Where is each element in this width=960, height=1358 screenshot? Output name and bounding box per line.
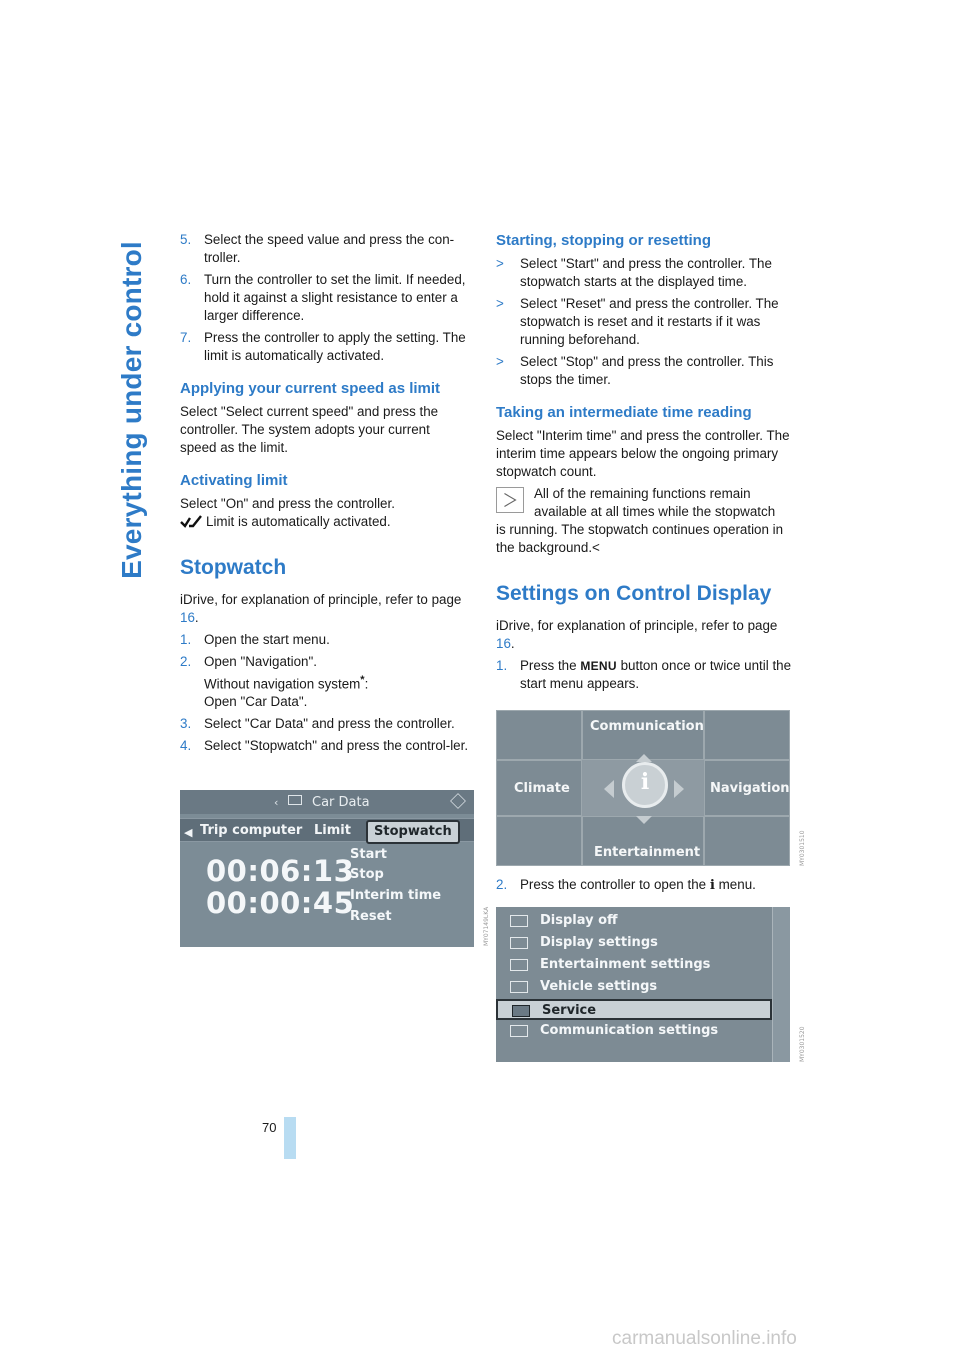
settings-step-2: 2. Press the controller to open the i menu. xyxy=(496,877,756,893)
note-arrow-icon xyxy=(496,487,524,513)
option-star-icon: * xyxy=(360,674,365,686)
menu-item-label: Service xyxy=(542,1003,597,1018)
start-menu-communication: Communication xyxy=(590,719,704,734)
start-menu-climate: Climate xyxy=(514,781,570,796)
paragraph-activating-limit: Select "On" and press the controller. Limit is automatically activated. xyxy=(180,496,395,529)
tab-stopwatch: Stopwatch xyxy=(366,820,460,844)
menu-item-label: Entertainment settings xyxy=(540,957,711,972)
info-circle-icon: i xyxy=(622,762,668,808)
four-way-arrow-icon xyxy=(450,793,466,809)
back-arrow-icon: ◀ xyxy=(184,826,193,839)
stopwatch-step-0 xyxy=(180,631,470,649)
bullet-marker: > xyxy=(496,256,504,271)
info-menu-item xyxy=(496,933,772,954)
start-menu-entertainment: Entertainment xyxy=(594,845,701,860)
note-box xyxy=(496,485,792,557)
car-data-label: Car Data xyxy=(312,795,370,810)
info-menu-item xyxy=(496,1021,772,1042)
limit-active-check-icon xyxy=(180,514,202,528)
controller-center xyxy=(604,754,684,824)
heading-activating-limit: Activating limit xyxy=(180,472,288,489)
bullet-marker: > xyxy=(496,354,504,369)
menu-item-icon xyxy=(510,915,528,927)
page-link-16-right[interactable]: 16 xyxy=(496,636,511,651)
step-text: Select "Stopwatch" and press the control-ler. xyxy=(204,738,469,754)
info-menu-screen-image xyxy=(496,907,790,1062)
bullet-item-0 xyxy=(496,255,792,291)
bullet-text: Select "Start" and press the controller. The stopwatch starts at the displayed time. xyxy=(520,256,772,289)
paragraph-apply-current-speed: Select "Select current speed" and press the controller. The system adopts your current speed as the limit. xyxy=(180,404,439,455)
menu-item-label: Vehicle settings xyxy=(540,979,658,994)
heading-stopwatch: Stopwatch xyxy=(180,556,287,579)
info-menu-item xyxy=(496,999,772,1020)
settings-step-2-wrap xyxy=(496,876,792,898)
heading-apply-current-speed: Applying your current speed as limit xyxy=(180,380,441,397)
step-text: Select "Car Data" and press the controller. xyxy=(204,716,455,732)
menu-item-icon xyxy=(512,1005,530,1017)
image-code-stopwatch: MY07149LKA xyxy=(483,906,490,946)
image-code-start-menu: MY0301510 xyxy=(799,830,806,866)
note-text-second: is running. The stopwatch continues operation in the background.< xyxy=(496,522,784,555)
step-number: 3. xyxy=(180,716,192,732)
note-text-first: All of the remaining functions remain available at all times while the stopwatch xyxy=(534,486,776,519)
limit-step-1 xyxy=(180,271,470,325)
menu-item-icon xyxy=(510,937,528,949)
footer-watermark: carmanualsonline.info xyxy=(612,1328,797,1349)
right-column xyxy=(496,231,792,697)
menu-reset: Reset xyxy=(350,909,392,924)
page-link-16[interactable]: 16 xyxy=(180,610,195,625)
limit-steps-list xyxy=(180,231,470,365)
menu-interim-time: Interim time xyxy=(350,888,442,903)
computer-icon xyxy=(288,795,302,805)
paragraph-intermediate-time: Select "Interim time" and press the controller. The interim time appears below the ongoing primary stopwatch count. xyxy=(496,428,790,479)
heading-settings-control-display: Settings on Control Display xyxy=(496,582,772,605)
stopwatch-interim-time: 00:00:45 xyxy=(206,886,355,920)
step-text: Press the controller to apply the setting. The limit is automatically activated. xyxy=(204,330,466,363)
step-number: 1. xyxy=(180,632,192,647)
chevron-left-icon: ‹ xyxy=(274,796,279,809)
paragraph-stopwatch-idrive: iDrive, for explanation of principle, refer to page 16. xyxy=(180,592,462,625)
left-column xyxy=(180,231,470,759)
chapter-title-text: Everything under control xyxy=(116,241,148,579)
image-code-info-menu: MY0301520 xyxy=(799,1026,806,1062)
menu-item-icon xyxy=(510,1025,528,1037)
step-number: 2. xyxy=(180,654,192,669)
menu-item-icon xyxy=(510,981,528,993)
stopwatch-step-1 xyxy=(180,653,470,711)
start-menu-screen-image xyxy=(496,710,790,866)
heading-starting-stopping: Starting, stopping or resetting xyxy=(496,232,712,249)
end-marker: < xyxy=(592,540,600,555)
start-menu-navigation: Navigation xyxy=(710,781,790,796)
stopwatch-main-time: 00:06:13 xyxy=(206,854,355,888)
menu-stop: Stop xyxy=(350,867,384,882)
menu-button-icon: MENU xyxy=(580,659,617,673)
bullet-item-1 xyxy=(496,295,792,349)
step-text: Turn the controller to set the limit. If needed, hold it against a slight resistance to enter a larger difference. xyxy=(204,272,466,323)
stopwatch-bullets-list xyxy=(496,255,792,389)
page-number: 70 xyxy=(262,1120,277,1135)
bullet-marker: > xyxy=(496,296,504,311)
info-key-icon: i xyxy=(709,877,715,893)
settings-step-1: 1. Press the MENU button once or twice until the start menu appears. xyxy=(496,658,792,691)
stopwatch-screen-header xyxy=(180,790,474,814)
bullet-text: Select "Stop" and press the controller. This stops the timer. xyxy=(520,354,774,387)
step-text: Select the speed value and press the con-troller. xyxy=(204,232,455,265)
step-text: Open "Navigation". Without navigation system*: Open "Car Data". xyxy=(204,654,369,710)
info-menu-scrollbar xyxy=(772,907,790,1062)
stopwatch-screen-tabs xyxy=(180,818,474,842)
step-number: 5. xyxy=(180,232,192,247)
info-menu-item xyxy=(496,955,772,976)
limit-step-2 xyxy=(180,329,470,365)
page-number-bar xyxy=(284,1117,296,1159)
paragraph-settings-idrive: iDrive, for explanation of principle, refer to page 16. xyxy=(496,618,778,651)
stopwatch-steps-list xyxy=(180,631,470,755)
bullet-text: Select "Reset" and press the controller. The stopwatch is reset and it restarts if it was running beforehand. xyxy=(520,296,779,347)
chapter-sidebar-title xyxy=(112,230,152,590)
step-number: 7. xyxy=(180,330,192,345)
limit-step-0 xyxy=(180,231,470,267)
menu-start: Start xyxy=(350,847,387,862)
info-menu-item xyxy=(496,977,772,998)
stopwatch-step-3 xyxy=(180,737,470,755)
stopwatch-screen-image xyxy=(180,790,474,947)
stopwatch-step-2 xyxy=(180,715,470,733)
menu-item-label: Communication settings xyxy=(540,1023,719,1038)
info-menu-item xyxy=(496,911,772,932)
step-number: 4. xyxy=(180,738,192,754)
menu-item-label: Display off xyxy=(540,913,618,928)
step-number: 6. xyxy=(180,272,192,287)
menu-item-icon xyxy=(510,959,528,971)
menu-item-label: Display settings xyxy=(540,935,658,950)
bullet-item-2 xyxy=(496,353,792,389)
tab-trip-computer: Trip computer xyxy=(200,823,303,838)
heading-intermediate-time: Taking an intermediate time reading xyxy=(496,404,752,421)
step-text: Open the start menu. xyxy=(204,632,330,647)
tab-limit: Limit xyxy=(314,823,351,838)
